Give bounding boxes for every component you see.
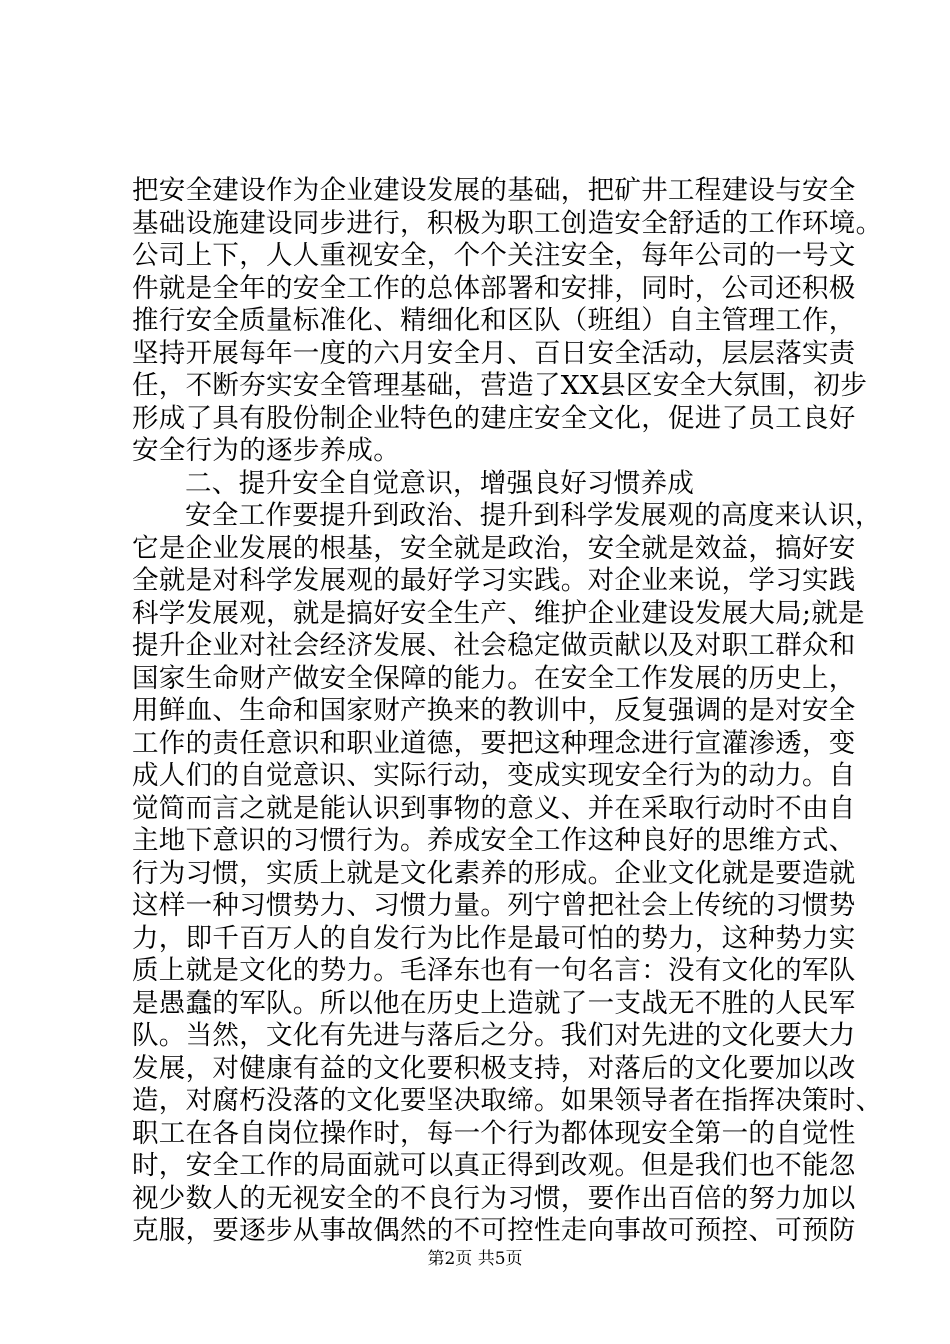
text-line: 成人们的自觉意识、实际行动，变成实现安全行为的动力。自 bbox=[132, 760, 856, 791]
text-line: 克服，要逐步从事故偶然的不可控性走向事故可预控、可预防 bbox=[132, 1215, 856, 1246]
text-line: 主地下意识的习惯行为。养成安全工作这种良好的思维方式、 bbox=[132, 825, 856, 856]
page-number-footer: 第2页 共5页 bbox=[427, 1249, 523, 1269]
text-line: 造，对腐朽没落的文化要坚决取缔。如果领导者在指挥决策时、 bbox=[132, 1085, 883, 1116]
text-line: 任，不断夯实安全管理基础，营造了XX县区安全大氛围，初步 bbox=[132, 370, 868, 401]
text-line: 这样一种习惯势力、习惯力量。列宁曾把社会上传统的习惯势 bbox=[132, 890, 856, 921]
text-line: 公司上下，人人重视安全，个个关注安全，每年公司的一号文 bbox=[132, 240, 856, 271]
text-line: 行为习惯，实质上就是文化素养的形成。企业文化就是要造就 bbox=[132, 857, 856, 889]
text-line: 提升企业对社会经济发展、社会稳定做贡献以及对职工群众和 bbox=[132, 630, 856, 661]
text-line: 把安全建设作为企业建设发展的基础，把矿井工程建设与安全 bbox=[132, 175, 856, 206]
text-line: 它是企业发展的根基，安全就是政治，安全就是效益，搞好安 bbox=[132, 532, 856, 564]
text-line: 视少数人的无视安全的不良行为习惯，要作出百倍的努力加以 bbox=[132, 1182, 856, 1214]
text-line: 安全工作要提升到政治、提升到科学发展观的高度来认识， bbox=[185, 500, 882, 531]
text-line: 基础设施建设同步进行，积极为职工创造安全舒适的工作环境。 bbox=[132, 207, 883, 239]
text-line: 力，即千百万人的自发行为比作是最可怕的势力，这种势力实 bbox=[132, 922, 856, 954]
text-line: 觉简而言之就是能认识到事物的意义、并在采取行动时不由自 bbox=[132, 792, 856, 824]
text-line: 国家生命财产做安全保障的能力。在安全工作发展的历史上， bbox=[132, 662, 856, 694]
text-line: 形成了具有股份制企业特色的建庄安全文化，促进了员工良好 bbox=[132, 402, 856, 434]
text-line: 推行安全质量标准化、精细化和区队（班组）自主管理工作， bbox=[132, 305, 856, 336]
text-line: 安全行为的逐步养成。 bbox=[132, 435, 400, 466]
text-line: 坚持开展每年一度的六月安全月、百日安全活动，层层落实责 bbox=[132, 337, 856, 369]
text-line: 发展，对健康有益的文化要积极支持，对落后的文化要加以改 bbox=[132, 1052, 856, 1084]
text-line: 全就是对科学发展观的最好学习实践。对企业来说，学习实践 bbox=[132, 565, 856, 596]
text-line: 时，安全工作的局面就可以真正得到改观。但是我们也不能忽 bbox=[132, 1150, 856, 1181]
text-line: 队。当然，文化有先进与落后之分。我们对先进的文化要大力 bbox=[132, 1020, 856, 1051]
text-line: 工作的责任意识和职业道德，要把这种理念进行宣灌渗透，变 bbox=[132, 727, 856, 759]
text-line: 职工在各自岗位操作时，每一个行为都体现安全第一的自觉性 bbox=[132, 1117, 856, 1149]
text-line: 是愚蠢的军队。所以他在历史上造就了一支战无不胜的人民军 bbox=[132, 987, 856, 1019]
text-line: 件就是全年的安全工作的总体部署和安排，同时，公司还积极 bbox=[132, 272, 856, 304]
text-line: 用鲜血、生命和国家财产换来的教训中，反复强调的是对安全 bbox=[132, 695, 856, 726]
text-line: 质上就是文化的势力。毛泽东也有一句名言：没有文化的军队 bbox=[132, 955, 856, 986]
text-line: 科学发展观，就是搞好安全生产、维护企业建设发展大局;就是 bbox=[132, 597, 865, 629]
body-text bbox=[132, 175, 883, 1248]
section-heading: 二、提升安全自觉意识，增强良好习惯养成 bbox=[185, 467, 695, 499]
